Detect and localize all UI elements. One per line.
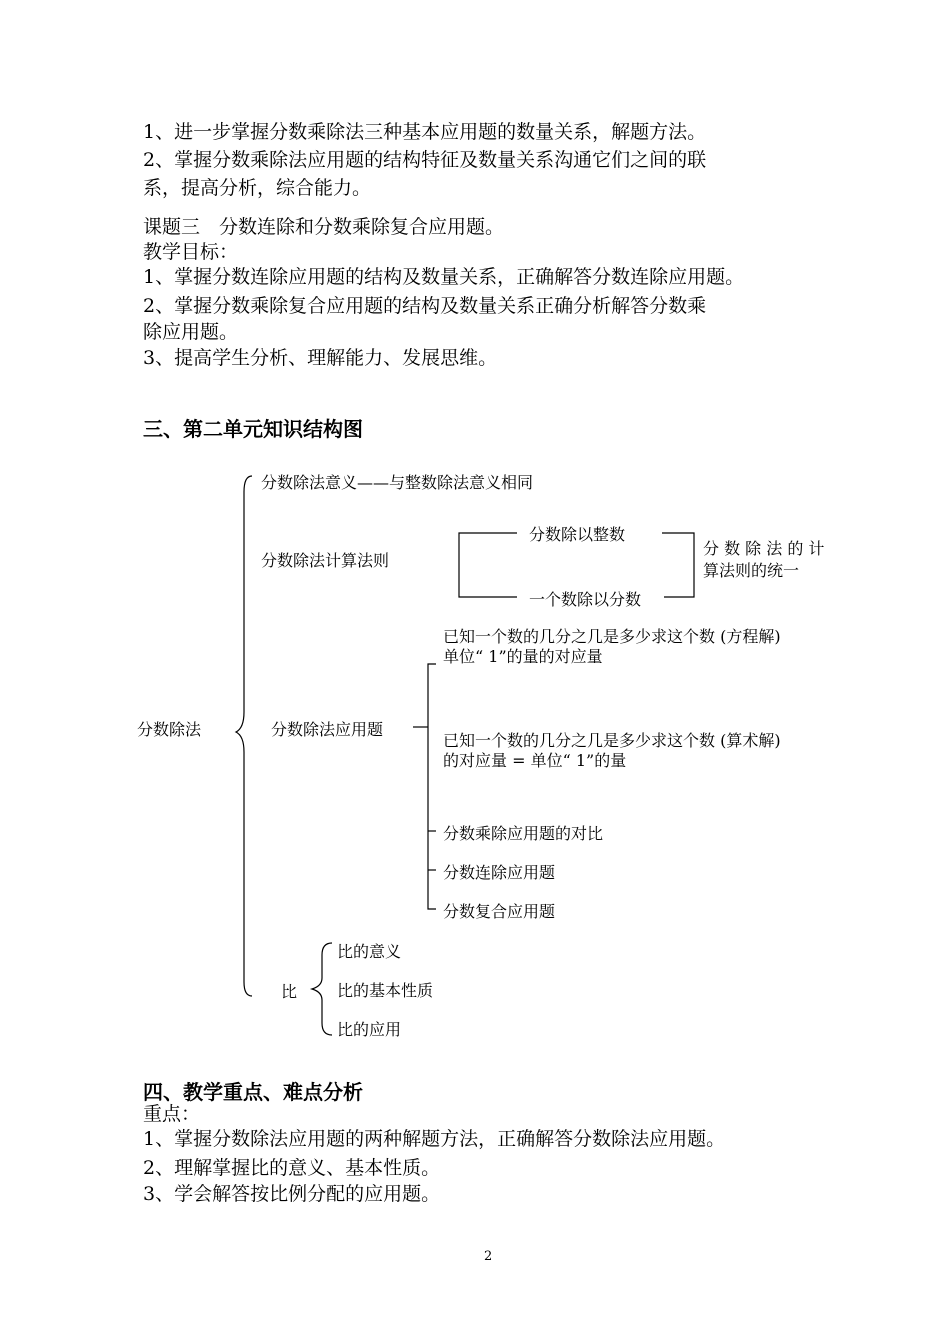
diagram-ratio: 比 — [281, 982, 298, 1001]
diagram-calc-rule: 分数除法计算法则 — [261, 551, 390, 570]
intro-line-2a: 2、掌握分数乘除法应用题的结构特征及数量关系沟通它们之间的联 — [143, 149, 707, 171]
diagram-meaning: 分数除法意义——与整数除法意义相同 — [261, 473, 534, 492]
ratio-brace — [312, 943, 332, 1035]
diagram-ratio-2: 比的基本性质 — [337, 981, 434, 1000]
diagram-one-div-frac: 一个数除以分数 — [529, 590, 642, 609]
diagram-app-5: 分数复合应用题 — [443, 902, 556, 921]
diagram-ratio-1: 比的意义 — [337, 942, 402, 961]
lesson3-goal-2a: 2、掌握分数乘除复合应用题的结构及数量关系正确分析解答分数乘 — [143, 295, 707, 317]
diagram-div-by-int: 分数除以整数 — [529, 525, 626, 544]
calc-right-bracket — [662, 533, 694, 597]
diagram-app-1a: 已知一个数的几分之几是多少求这个数 (方程解) — [443, 627, 781, 646]
diagram-app-2a: 已知一个数的几分之几是多少求这个数 (算术解) — [443, 731, 781, 750]
calc-left-bracket — [459, 533, 517, 597]
diagram-app-3: 分数乘除应用题的对比 — [443, 824, 604, 843]
diagram-app-1b: 单位“ 1”的量的对应量 — [443, 647, 603, 666]
lesson3-goal-1: 1、掌握分数连除应用题的结构及数量关系，正确解答分数连除应用题。 — [143, 266, 745, 288]
diagram-root: 分数除法 — [137, 720, 202, 739]
section4-key-1: 1、掌握分数除法应用题的两种解题方法，正确解答分数除法应用题。 — [143, 1128, 726, 1150]
app-bracket — [428, 664, 436, 909]
diagram-unified-b: 算法则的统一 — [703, 561, 800, 580]
section3-heading: 三、第二单元知识结构图 — [143, 417, 363, 441]
diagram-app-2b: 的对应量 = 单位“ 1”的量 — [443, 751, 627, 770]
diagram-app: 分数除法应用题 — [271, 720, 384, 739]
intro-line-2b: 系，提高分析，综合能力。 — [143, 177, 372, 199]
section4-key-2: 2、理解掌握比的意义、基本性质。 — [143, 1157, 441, 1179]
page-number: 2 — [484, 1249, 493, 1264]
diagram-unified-a: 分 数 除 法 的 计 — [703, 539, 825, 558]
lesson3-goal-2b: 除应用题。 — [143, 321, 239, 343]
lesson3-goal-3: 3、提高学生分析、理解能力、发展思维。 — [143, 347, 498, 369]
lesson3-title: 课题三 分数连除和分数乘除复合应用题。 — [143, 216, 505, 238]
diagram-app-4: 分数连除应用题 — [443, 863, 556, 882]
section4-key-label: 重点： — [143, 1103, 201, 1125]
lesson3-goal-label: 教学目标： — [143, 241, 239, 263]
diagram-ratio-3: 比的应用 — [337, 1020, 402, 1039]
section4-key-3: 3、学会解答按比例分配的应用题。 — [143, 1183, 441, 1205]
intro-line-1: 1、进一步掌握分数乘除法三种基本应用题的数量关系，解题方法。 — [143, 121, 707, 143]
section4-heading: 四、教学重点、难点分析 — [143, 1080, 363, 1104]
root-brace — [236, 476, 252, 996]
